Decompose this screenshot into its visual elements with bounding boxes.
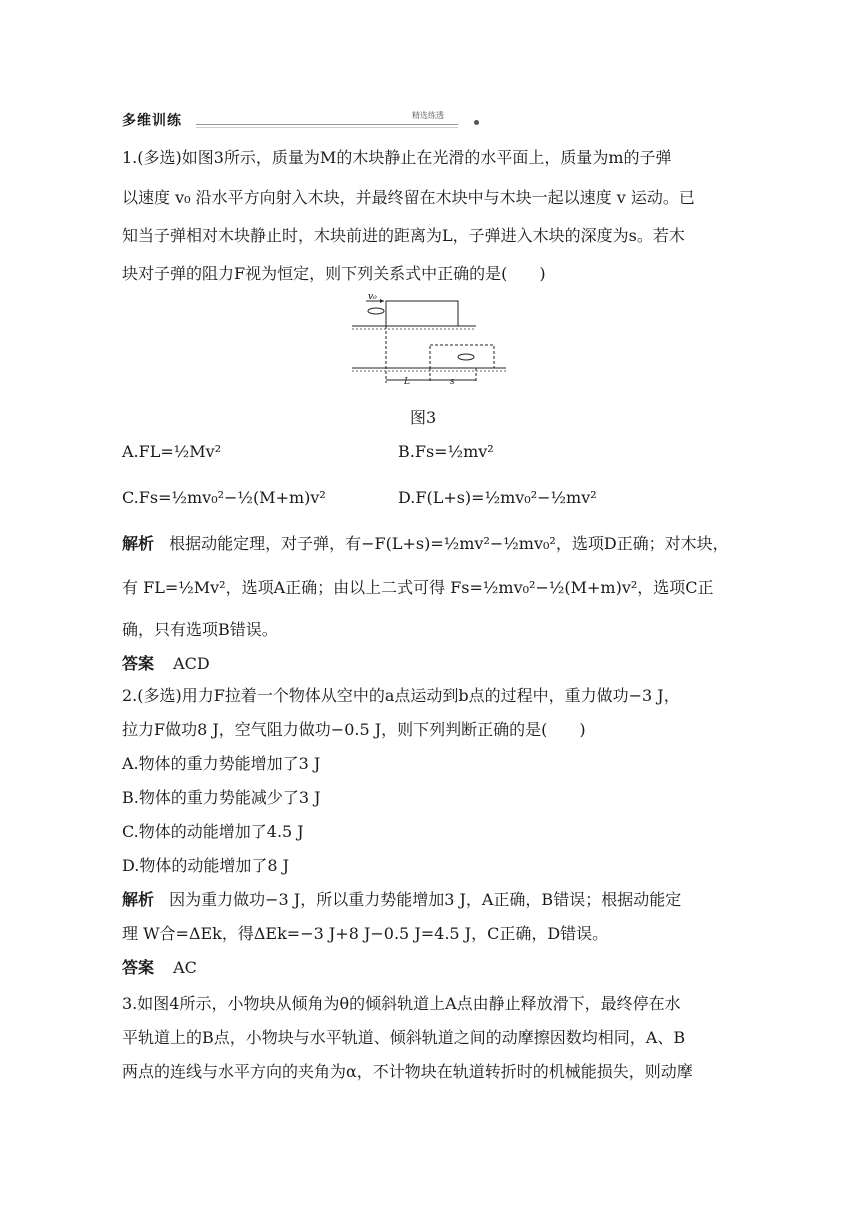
q1-analysis-line-1 bbox=[122, 534, 729, 554]
fig-v0-label: v₀ bbox=[368, 292, 377, 302]
q1-analysis-line-3: 确，只有选项B错误。 bbox=[122, 620, 278, 639]
q2-option-d: D.物体的动能增加了8 J bbox=[122, 856, 290, 875]
q3-line-3: 两点的连线与水平方向的夹角为α，不计物块在轨道转折时的机械能损失，则动摩 bbox=[122, 1062, 693, 1081]
q2-option-c: C.物体的动能增加了4.5 J bbox=[122, 822, 304, 841]
q2-answer bbox=[122, 958, 197, 978]
fig-L-label: L bbox=[404, 377, 410, 387]
q2-analysis-text-1: 因为重力做功−3 J，所以重力势能增加3 J，A正确，B错误；根据动能定 bbox=[169, 890, 682, 909]
q3-line-1: 3.如图4所示，小物块从倾角为θ的倾斜轨道上A点由静止释放滑下，最终停在水 bbox=[122, 994, 681, 1013]
header-rule-secondary bbox=[196, 127, 458, 128]
q2-analysis-label: 解析 bbox=[122, 890, 155, 909]
q2-option-a: A.物体的重力势能增加了3 J bbox=[122, 754, 321, 773]
fig-s-label: s bbox=[450, 377, 455, 387]
q1-option-d: D.F(L+s)=½mv₀²−½mv² bbox=[398, 488, 597, 507]
q1-option-c: C.Fs=½mv₀²−½(M+m)v² bbox=[122, 488, 326, 507]
fig-v0-arrowhead bbox=[380, 299, 384, 303]
figure-3-caption: 图3 bbox=[410, 408, 437, 427]
q2-option-b: B.物体的重力势能减少了3 J bbox=[122, 788, 321, 807]
q1-analysis-line-2: 有 FL=½Mv²，选项A正确；由以上二式可得 Fs=½mv₀²−½(M+m)v²，选项C正 bbox=[122, 578, 714, 597]
q1-line-2: 以速度 v₀ 沿水平方向射入木块，并最终留在木块中与木块一起以速度 v 运动。已 bbox=[122, 188, 695, 207]
fig-block-end bbox=[430, 345, 494, 368]
q1-option-b: B.Fs=½mv² bbox=[398, 442, 494, 461]
header-rule bbox=[196, 124, 458, 125]
q1-analysis-text-1: 根据动能定理，对子弹，有−F(L+s)=½mv²−½mv₀²，选项D正确；对木块， bbox=[169, 534, 729, 553]
q1-answer-label: 答案 bbox=[122, 654, 155, 673]
q1-analysis-label: 解析 bbox=[122, 534, 155, 553]
figure-3-diagram bbox=[346, 288, 516, 388]
q1-answer-value: ACD bbox=[173, 654, 210, 673]
q1-line-4: 块对子弹的阻力F视为恒定，则下列关系式中正确的是( ) bbox=[122, 264, 546, 283]
q1-answer bbox=[122, 654, 210, 674]
q2-analysis-line-2: 理 W合=ΔEk，得ΔEk=−3 J+8 J−0.5 J=4.5 J，C正确，D错误。 bbox=[122, 924, 609, 943]
q2-answer-label: 答案 bbox=[122, 958, 155, 977]
section-tag: 精选练透 bbox=[412, 111, 444, 120]
section-title: 多维训练 bbox=[122, 113, 182, 129]
q2-analysis-line-1 bbox=[122, 890, 681, 910]
fig-bullet-end bbox=[458, 354, 474, 360]
q2-line-2: 拉力F做功8 J，空气阻力做功−0.5 J，则下列判断正确的是( ) bbox=[122, 720, 586, 739]
q1-line-3: 知当子弹相对木块静止时，木块前进的距离为L，子弹进入木块的深度为s。若木 bbox=[122, 226, 685, 245]
q1-line-1: 1.(多选)如图3所示，质量为M的木块静止在光滑的水平面上，质量为m的子弹 bbox=[122, 148, 672, 167]
q1-option-a: A.FL=½Mv² bbox=[122, 442, 222, 461]
section-header bbox=[122, 110, 742, 132]
q2-answer-value: AC bbox=[173, 958, 197, 977]
q2-line-1: 2.(多选)用力F拉着一个物体从空中的a点运动到b点的过程中，重力做功−3 J， bbox=[122, 686, 680, 705]
header-dot bbox=[474, 120, 479, 125]
fig-block-start bbox=[386, 301, 458, 326]
q3-line-2: 平轨道上的B点，小物块与水平轨道、倾斜轨道之间的动摩擦因数均相同，A、B bbox=[122, 1028, 686, 1047]
fig-bullet-start bbox=[368, 308, 384, 314]
